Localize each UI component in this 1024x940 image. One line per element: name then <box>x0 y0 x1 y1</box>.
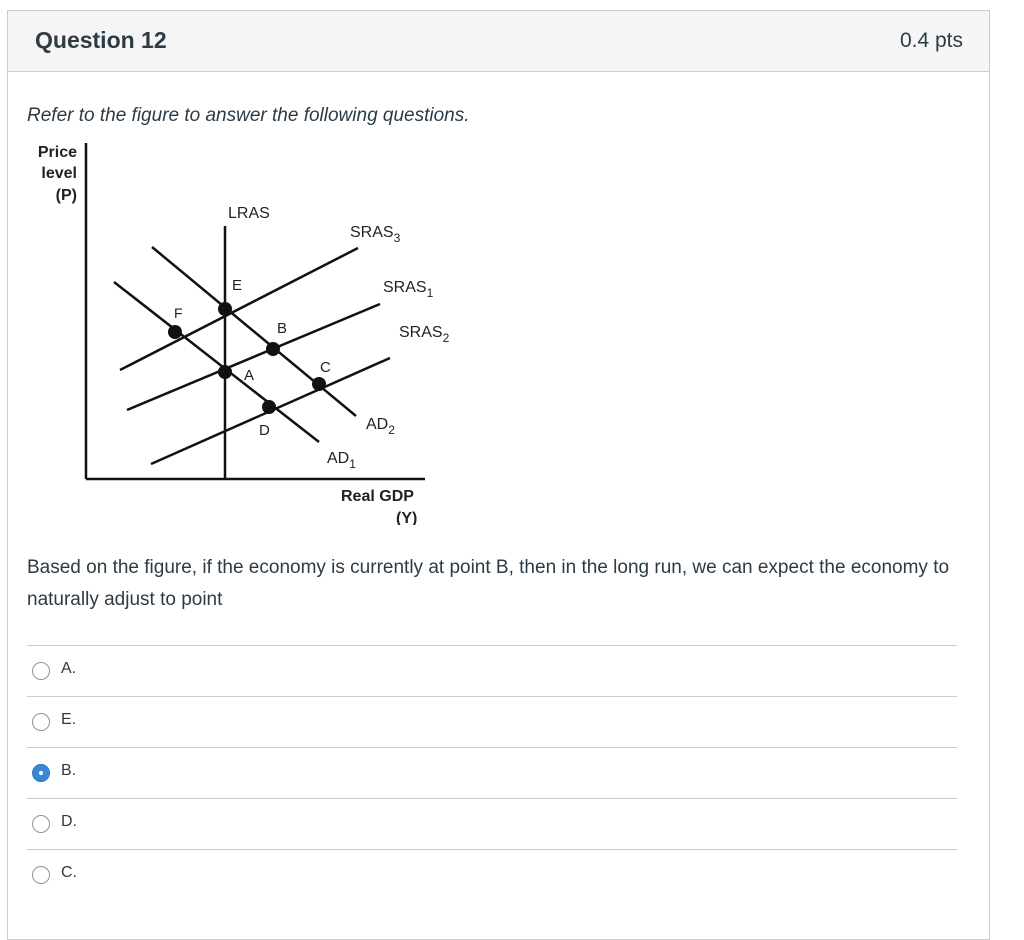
answer-radio-selected[interactable] <box>32 764 50 782</box>
question-header <box>8 11 989 72</box>
point-d-dot <box>262 400 276 414</box>
point-d-label: D <box>259 422 270 439</box>
economics-figure <box>25 130 455 525</box>
x-axis-label-real-gdp: Real GDP <box>341 488 414 505</box>
answer-label[interactable]: E. <box>61 711 77 728</box>
sras2-label: $SRAS_2$ <box>399 324 450 345</box>
lras-label: LRAS <box>228 205 270 222</box>
ad1-label: $AD_1$ <box>327 450 356 471</box>
answer-option-a[interactable] <box>27 645 957 696</box>
answer-radio[interactable] <box>32 662 50 680</box>
x-axis-label-y: (Y) <box>396 510 418 525</box>
answer-label[interactable]: D. <box>61 813 77 830</box>
question-points: 0.4 pts <box>899 29 963 52</box>
answer-label[interactable]: C. <box>61 864 77 881</box>
point-b-label: B <box>277 320 288 337</box>
y-axis-label-level: level <box>41 165 77 182</box>
answer-label[interactable]: B. <box>61 762 77 779</box>
point-b-dot <box>266 342 280 356</box>
answer-label[interactable]: A. <box>61 660 77 677</box>
point-c-label: C <box>320 359 331 376</box>
answer-option-c[interactable] <box>27 849 957 900</box>
sras3-label: $SRAS_3$ <box>350 224 401 245</box>
answer-option-d[interactable] <box>27 798 957 849</box>
point-f-dot <box>168 325 182 339</box>
question-title: Question 12 <box>35 27 167 53</box>
sras1-line <box>127 304 380 410</box>
sras1-label: $SRAS_1$ <box>383 279 434 300</box>
answer-radio[interactable] <box>32 815 50 833</box>
point-a-dot <box>218 365 232 379</box>
point-f-label: F <box>174 305 183 321</box>
y-axis-label-p: (P) <box>55 187 77 204</box>
answer-option-e[interactable] <box>27 696 957 747</box>
point-a-label: A <box>244 367 255 384</box>
question-prompt: Based on the figure, if the economy is currently at point B, then in the long run, we can expect the economy to naturally adjust to point <box>27 557 950 610</box>
ad2-label: $AD_2$ <box>366 416 395 437</box>
answer-radio[interactable] <box>32 713 50 731</box>
point-c-dot <box>312 377 326 391</box>
question-intro: Refer to the figure to answer the following questions. <box>27 105 470 126</box>
answer-list <box>27 645 957 900</box>
point-e-dot <box>218 302 232 316</box>
ad1-line <box>114 282 319 442</box>
answer-option-b[interactable] <box>27 747 957 798</box>
point-e-label: E <box>232 277 243 294</box>
y-axis-label-price: Price <box>37 144 77 161</box>
answer-radio[interactable] <box>32 866 50 884</box>
sras3-line <box>120 248 358 370</box>
